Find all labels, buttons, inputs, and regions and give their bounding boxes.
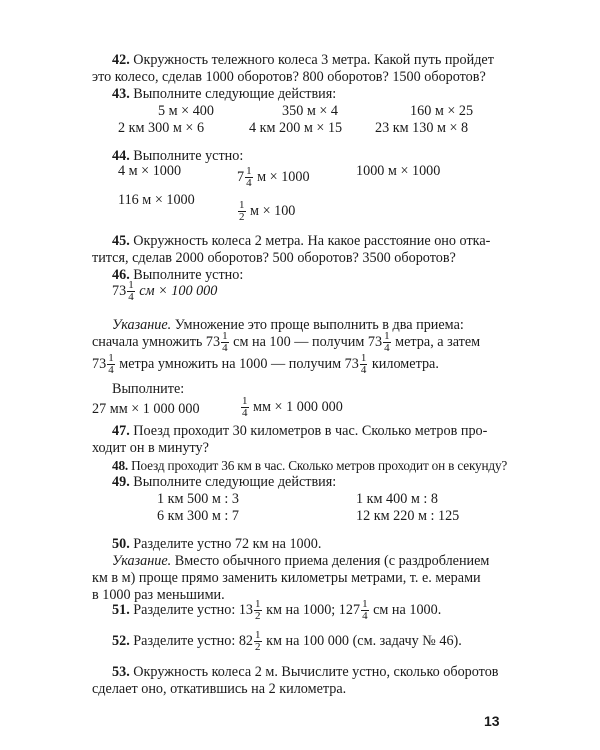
problem-text: Поезд проходит 30 километров в час. Сколько метров про-: [133, 423, 488, 439]
expr: 4 м × 1000: [118, 163, 182, 179]
problem-52: 52. Разделите устно: 82 $\frac{1}{2}$ км на 100 000 (см. задачу № 46).: [112, 629, 462, 653]
exercise-label: Выполните:: [112, 381, 185, 397]
fraction: $\frac{1}{4}$: [362, 598, 368, 622]
problem-47: [92, 423, 510, 457]
problem-number: 51.: [112, 601, 130, 618]
expr: 27 мм × 1 000 000: [92, 401, 200, 417]
problem-text: Разделите устно 72 км на 1000.: [133, 536, 322, 552]
problem-51: 51. Разделите устно: 13 $\frac{1}{2}$ км на 1000; 127 $\frac{1}{4}$ см на 1000.: [112, 598, 442, 622]
problem-number: 53.: [112, 664, 130, 680]
hint: Указание. Вместо обычного приема деления (с раздроблением км в м) проще прямо заменить километры метрами, т. е. мерами в 1000 раз меньшими.: [92, 553, 490, 603]
problem-number: 48.: [112, 458, 129, 473]
problem-text: Выполните следующие действия:: [133, 86, 337, 102]
problem-number: 47.: [112, 423, 130, 439]
expr: 2 км 300 м × 6: [118, 120, 205, 136]
hint-line: 73 $\frac{1}{4}$ метра умножить на 1000 — получим 73 $\frac{1}{4}$ километра.: [92, 352, 439, 376]
expr: 1000 м × 1000: [356, 163, 441, 179]
problem-text: ходит он в минуту?: [92, 440, 209, 456]
problem-text: Выполните устно:: [133, 267, 244, 283]
expr-mixed: 7 $\frac{1}{4}$ м × 1000: [237, 165, 310, 189]
problem-text: тится, сделав 2000 оборотов? 500 оборотов? 3500 оборотов?: [92, 250, 456, 266]
expr: 12 км 220 м : 125: [356, 508, 460, 524]
expr: 160 м × 25: [410, 103, 474, 119]
problem-number: 49.: [112, 474, 130, 490]
expr: 4 км 200 м × 15: [249, 120, 343, 136]
fraction: $\frac{1}{4}$: [242, 395, 248, 419]
problem-number: 50.: [112, 536, 130, 552]
problem-50: [92, 536, 510, 553]
fraction: $\frac{1}{4}$: [246, 165, 252, 189]
problem-42: [92, 52, 510, 86]
fraction: $\frac{1}{4}$: [360, 352, 367, 376]
problem-text: Поезд проходит 36 км в час. Сколько метров проходит он в секунду?: [131, 458, 508, 473]
fraction: $\frac{1}{4}$: [108, 352, 114, 376]
page-number: 13: [484, 713, 500, 729]
expr: 23 км 130 м × 8: [375, 120, 469, 136]
problem-43: [92, 86, 510, 103]
hint-label: Указание.: [112, 317, 172, 333]
problem-number: 52.: [112, 632, 130, 649]
problem-number: 45.: [112, 233, 130, 249]
problem-text: Окружность колеса 2 м. Вычислите устно, сколько оборотов: [133, 664, 499, 680]
expr-fraction: $\frac{1}{2}$ м × 100: [239, 199, 296, 223]
problem-number: 42.: [112, 52, 130, 68]
fraction: $\frac{1}{2}$: [255, 629, 261, 653]
expr: 6 км 300 м : 7: [157, 508, 239, 524]
expr: 350 м × 4: [282, 103, 338, 119]
fraction: $\frac{1}{4}$: [384, 330, 390, 354]
expr: 116 м × 1000: [118, 192, 195, 208]
problem-number: 46.: [112, 267, 130, 283]
fraction: $\frac{1}{2}$: [255, 598, 261, 622]
hint-line: сначала умножить 73 $\frac{1}{4}$ см на 100 — получим 73 $\frac{1}{4}$ метра, а затем: [92, 330, 481, 354]
problem-49: [92, 474, 510, 491]
hint-label: Указание.: [112, 553, 172, 569]
problem-53: [92, 664, 510, 698]
problem-text: Выполните следующие действия:: [133, 474, 337, 490]
fraction: $\frac{1}{4}$: [222, 330, 228, 354]
problem-45: [92, 233, 510, 267]
problem-text: Выполните устно:: [133, 148, 244, 164]
fraction: $\frac{1}{4}$: [128, 279, 134, 303]
expr-mixed: 73 $\frac{1}{4}$ см × 100 000: [112, 279, 218, 303]
expr-fraction: $\frac{1}{4}$ мм × 1 000 000: [242, 395, 343, 419]
problem-text: Окружность колеса 2 метра. На какое расстояние оно отка-: [133, 233, 491, 249]
problem-text: сделает оно, откатившись на 2 километра.: [92, 681, 347, 697]
problem-48: [112, 457, 507, 474]
hint: Указание. Умножение это проще выполнить в два приема:: [112, 317, 464, 333]
expr: 1 км 500 м : 3: [157, 491, 239, 507]
expr: 5 м × 400: [158, 103, 214, 119]
problem-number: 44.: [112, 148, 130, 164]
problem-text: Окружность тележного колеса 3 метра. Какой путь пройдет: [133, 52, 494, 68]
fraction: $\frac{1}{2}$: [239, 199, 245, 223]
expr: 1 км 400 м : 8: [356, 491, 438, 507]
problem-text: это колесо, сделав 1000 оборотов? 800 оборотов? 1500 оборотов?: [92, 69, 486, 85]
problem-number: 43.: [112, 86, 130, 102]
